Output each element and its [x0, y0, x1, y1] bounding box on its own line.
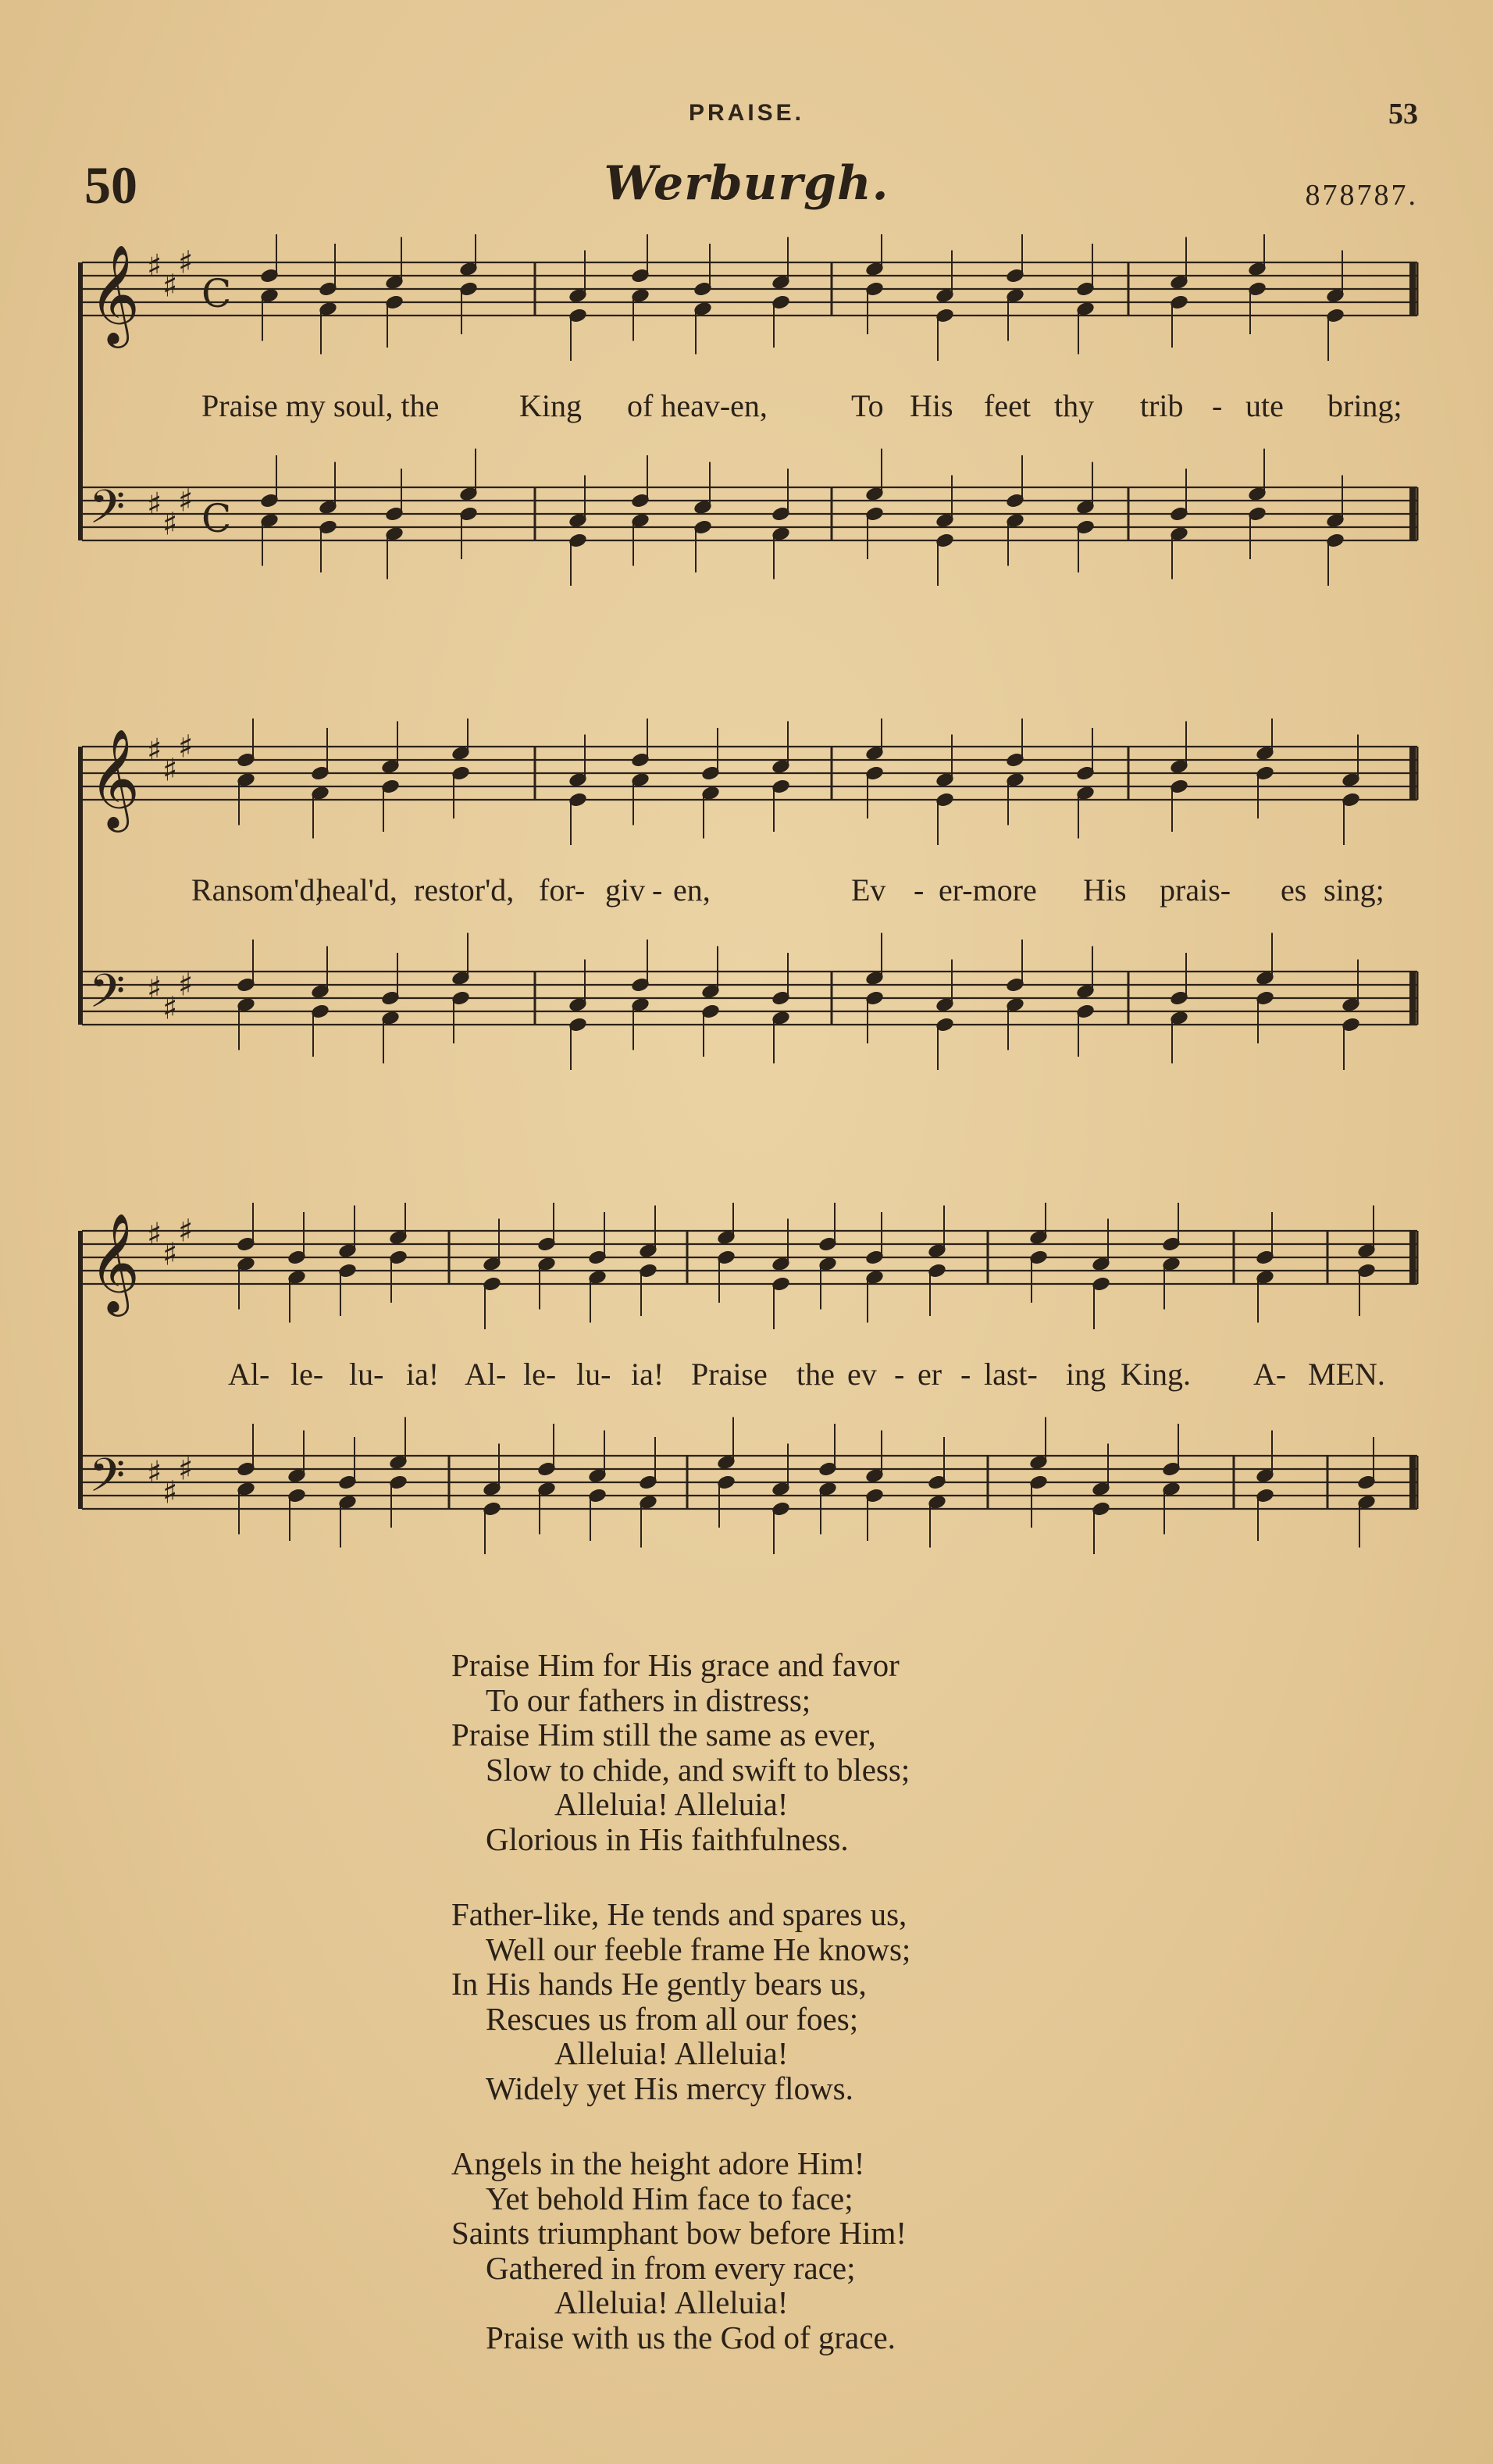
treble-clef-icon: 𝄞: [89, 1212, 141, 1312]
sharp-icon: ♯: [147, 487, 162, 522]
lyric-syllable: ing: [1066, 1357, 1106, 1392]
verse-line: Alleluia! Alleluia!: [554, 1786, 789, 1822]
lyric-syllable: en,: [673, 872, 711, 908]
lyric-line: [78, 872, 1421, 911]
sharp-icon: ♯: [162, 506, 178, 543]
bass-clef-icon: 𝄢: [89, 480, 126, 545]
sharp-icon: ♯: [162, 268, 178, 305]
lyric-syllable: es: [1281, 872, 1307, 908]
final-barline: [1409, 1231, 1416, 1284]
sharp-icon: ♯: [178, 729, 194, 765]
lyric-syllable: bring;: [1327, 388, 1402, 423]
lyric-syllable: His: [1083, 872, 1127, 908]
verse-line: Yet behold Him face to face;: [486, 2180, 853, 2216]
verse-line: Alleluia! Alleluia!: [554, 2284, 789, 2320]
verse-line: To our fathers in distress;: [486, 1681, 811, 1718]
common-time-icon: C: [201, 496, 232, 541]
verse-line: Well our feeble frame He knows;: [486, 1931, 911, 1967]
lyric-syllable: lu-: [576, 1357, 611, 1392]
verse-line: Alleluia! Alleluia!: [554, 2035, 789, 2071]
verse-line: Praise Him for His grace and favor: [451, 1647, 900, 1683]
sharp-icon: ♯: [162, 1236, 178, 1273]
verse-line: Saints triumphant bow before Him!: [451, 2215, 907, 2251]
lyric-syllable: er-more: [939, 872, 1037, 908]
final-barline: [1409, 262, 1416, 316]
verse-line: In His hands He gently bears us,: [451, 1966, 867, 2002]
lyric-syllable: Ev: [851, 872, 886, 908]
lyric-syllable: Praise my soul, the: [201, 388, 440, 423]
lyric-syllable: heal'd,: [316, 872, 397, 908]
final-barline: [1409, 487, 1416, 540]
treble-clef-icon: 𝄞: [89, 244, 141, 344]
sharp-icon: ♯: [147, 1217, 162, 1253]
music-system-1: [78, 234, 1421, 609]
verse-line: Slow to chide, and swift to bless;: [486, 1751, 910, 1788]
lyric-syllable: er: [918, 1357, 942, 1392]
lyric-syllable: -: [1212, 388, 1223, 423]
verse-text: [451, 1648, 1232, 2395]
sharp-icon: ♯: [147, 971, 162, 1007]
lyric-syllable: Al-: [228, 1357, 270, 1392]
sharp-icon: ♯: [147, 733, 162, 768]
stanza: [451, 2146, 1232, 2355]
lyric-syllable: ia!: [406, 1357, 440, 1392]
meter: 878787.: [1305, 179, 1418, 212]
lyric-syllable: Al-: [465, 1357, 507, 1392]
sharp-icon: ♯: [162, 1474, 178, 1511]
lyric-syllable: le-: [290, 1357, 324, 1392]
lyric-syllable: -: [652, 872, 663, 908]
music-system-3: [78, 1203, 1421, 1578]
verse-line: Praise Him still the same as ever,: [451, 1717, 876, 1753]
bass-clef-icon: 𝄢: [89, 1448, 126, 1514]
final-barline: [1409, 1456, 1416, 1509]
lyric-syllable: restor'd,: [414, 872, 515, 908]
lyric-syllable: -: [894, 1357, 905, 1392]
lyric-syllable: the: [796, 1357, 835, 1392]
lyric-syllable: -: [914, 872, 925, 908]
lyric-syllable: Praise: [691, 1357, 768, 1392]
lyric-syllable: To: [851, 388, 884, 423]
verse-line: Widely yet His mercy flows.: [486, 2070, 853, 2106]
lyric-syllable: of heav-en,: [627, 388, 768, 423]
lyric-syllable: trib: [1140, 388, 1184, 423]
lyric-syllable: feet: [984, 388, 1031, 423]
sharp-icon: ♯: [178, 1451, 194, 1488]
verse-line: Gathered in from every race;: [486, 2249, 856, 2286]
common-time-icon: C: [201, 271, 232, 316]
running-head: PRAISE.: [688, 100, 805, 126]
bass-clef-icon: 𝄢: [89, 964, 126, 1029]
verse-line: Angels in the height adore Him!: [451, 2145, 865, 2181]
lyric-syllable: ev: [847, 1357, 877, 1392]
stanza: [451, 1648, 1232, 1856]
lyric-syllable: ute: [1245, 388, 1284, 423]
page-number: 53: [1388, 98, 1418, 130]
lyric-syllable: ia!: [631, 1357, 665, 1392]
stanza: [451, 1897, 1232, 2106]
tune-name: Werburgh.: [604, 156, 889, 211]
sharp-icon: ♯: [162, 752, 178, 789]
final-barline: [1409, 972, 1416, 1025]
sharp-icon: ♯: [147, 1455, 162, 1491]
lyric-syllable: King: [519, 388, 582, 423]
lyric-syllable: His: [910, 388, 953, 423]
lyric-syllable: last-: [984, 1357, 1038, 1392]
lyric-syllable: -: [960, 1357, 971, 1392]
verse-line: Glorious in His faithfulness.: [486, 1820, 849, 1857]
lyric-syllable: for-: [539, 872, 586, 908]
lyric-line: [78, 1356, 1421, 1395]
lyric-syllable: prais-: [1160, 872, 1231, 908]
lyric-syllable: A-: [1253, 1357, 1287, 1392]
verse-line: Father-like, He tends and spares us,: [451, 1896, 907, 1932]
lyric-syllable: King.: [1121, 1357, 1191, 1392]
lyric-syllable: thy: [1054, 388, 1095, 423]
verse-line: Praise with us the God of grace.: [486, 2319, 896, 2355]
lyric-syllable: Ransom'd,: [191, 872, 323, 908]
music-system-2: [78, 719, 1421, 1093]
sharp-icon: ♯: [147, 248, 162, 284]
sharp-icon: ♯: [178, 244, 194, 281]
lyric-syllable: le-: [523, 1357, 557, 1392]
sharp-icon: ♯: [162, 990, 178, 1027]
lyric-syllable: giv: [605, 872, 646, 908]
lyric-line: [78, 387, 1421, 426]
lyric-syllable: sing;: [1324, 872, 1384, 908]
sharp-icon: ♯: [178, 1213, 194, 1250]
lyric-syllable: lu-: [349, 1357, 384, 1392]
sharp-icon: ♯: [178, 967, 194, 1004]
final-barline: [1409, 747, 1416, 800]
treble-clef-icon: 𝄞: [89, 728, 141, 828]
sharp-icon: ♯: [178, 483, 194, 519]
verse-line: Rescues us from all our foes;: [486, 2000, 859, 2037]
hymn-number: 50: [84, 155, 137, 215]
lyric-syllable: MEN.: [1308, 1357, 1385, 1392]
